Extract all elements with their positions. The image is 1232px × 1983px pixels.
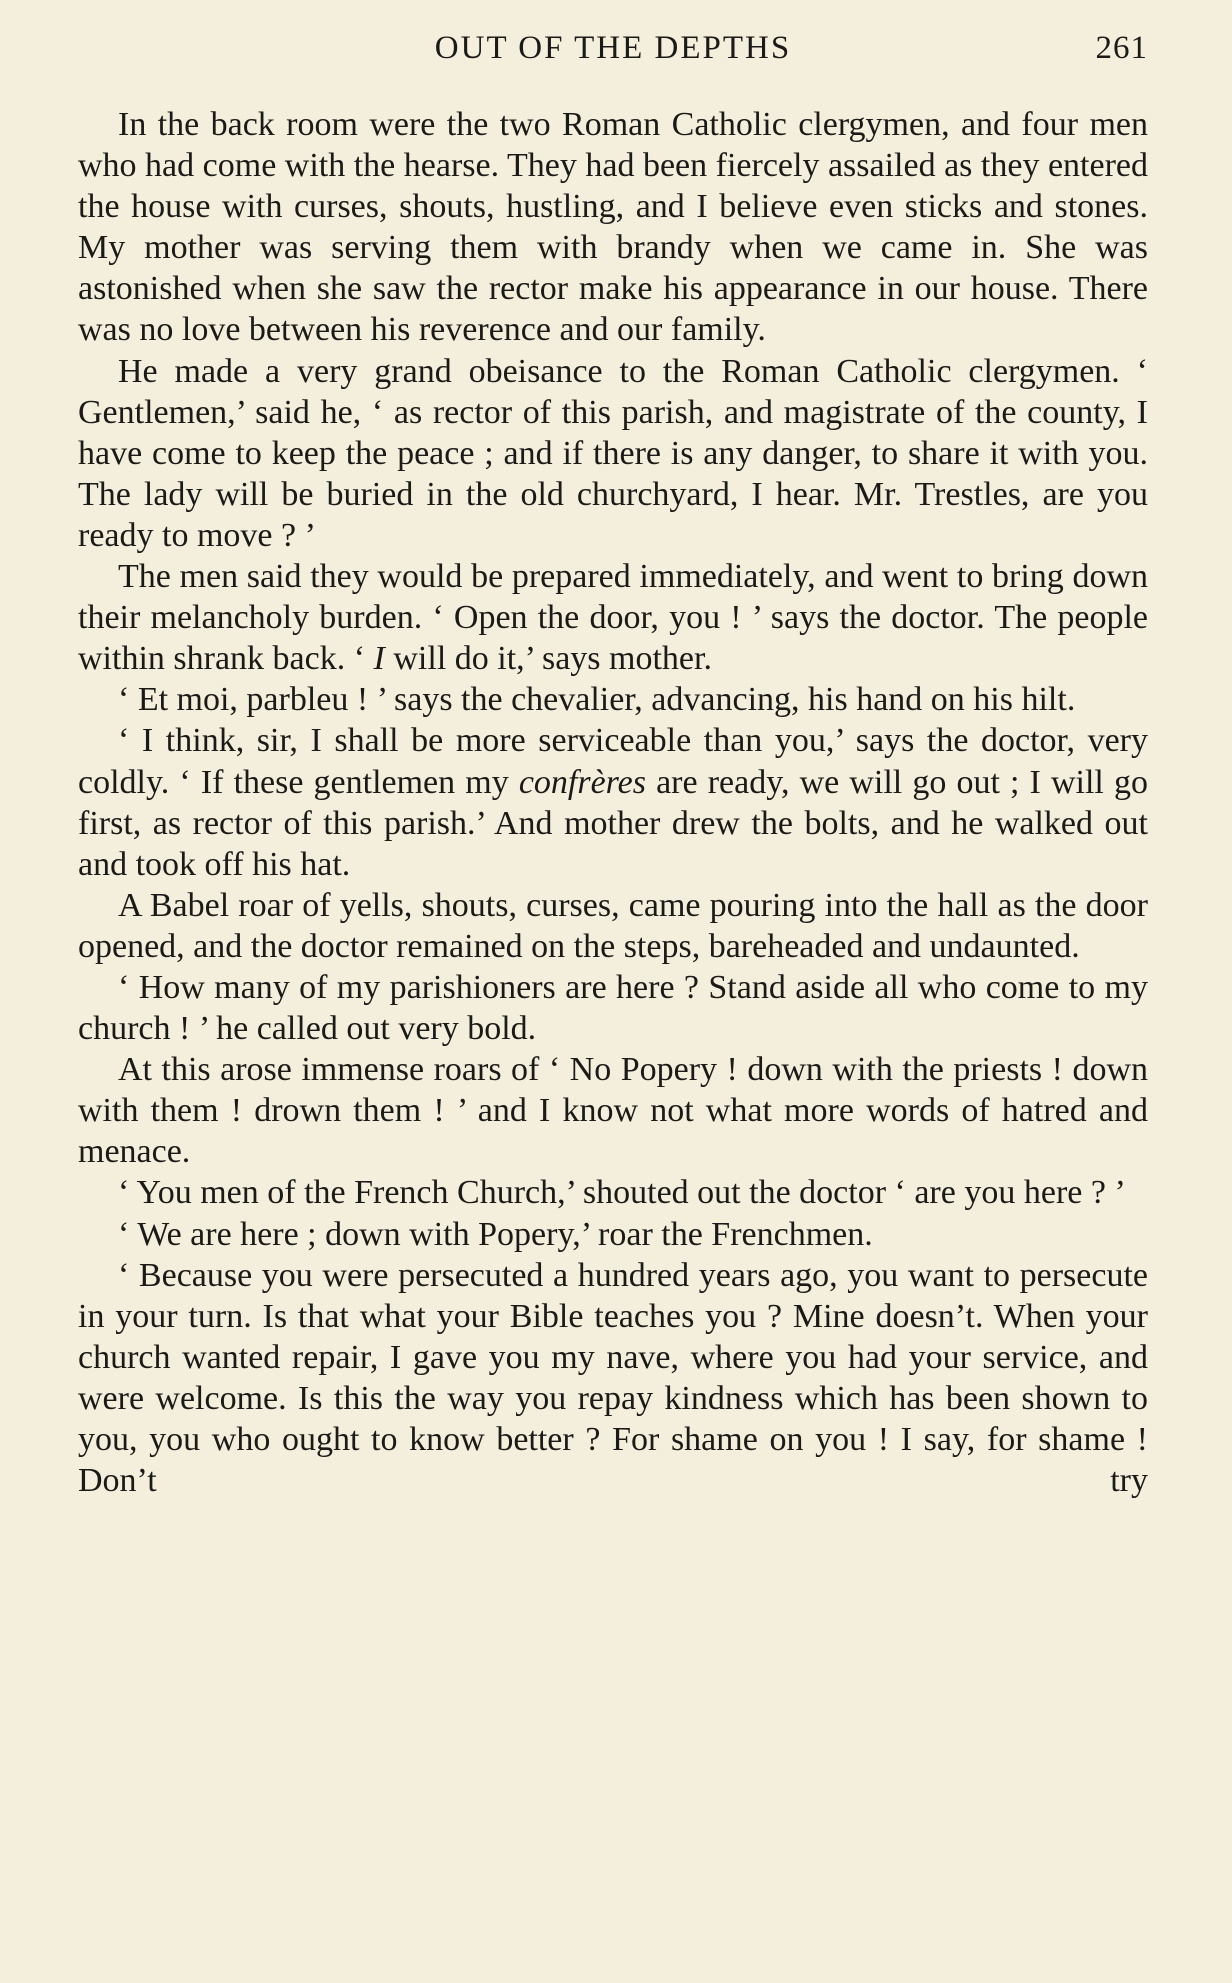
text-run: are ready, we will go out ; I will go first, as rector of this parish.’ And mother drew the bolts, and he walked out and took off his hat. — [78, 763, 1148, 883]
paragraph: At this arose immense roars of ‘ No Popery ! down with the priests ! down with them ! drown them ! ’ and I know not what more words of hatred and menace. — [78, 1051, 1148, 1171]
text-run: ‘ I think, sir, I shall be more serviceable than you,’ says the doctor, very coldly. ‘ If these gentlemen my — [78, 722, 1148, 801]
text-run: The men said they would be prepared immediately, and went to bring down their melancholy burden. ‘ Open the door, you ! ’ says the doctor. The people within shrank back. ‘ — [78, 558, 1148, 678]
italic-word: I — [373, 640, 385, 678]
paragraph: ‘ We are here ; down with Popery,’ roar the Frenchmen. — [118, 1215, 873, 1253]
page-number: 261 — [1095, 30, 1148, 66]
paragraph: ‘ How many of my parishioners are here ? Stand aside all who come to my church ! ’ he called out very bold. — [78, 968, 1148, 1048]
text-run: will do it,’ says mother. — [384, 640, 712, 678]
paragraph: ‘ Et moi, parbleu ! ’ says the chevalier, advancing, his hand on his hilt. — [118, 681, 1076, 719]
paragraph: A Babel roar of yells, shouts, curses, came pouring into the hall as the door opened, and the doctor remained on the steps, bareheaded and undaunted. — [78, 886, 1148, 965]
paragraph: In the back room were the two Roman Catholic clergymen, and four men who had come with the hearse. They had been fiercely assailed as they entered the house with curses, shouts, hustling, and I believe even sticks and stones. My mother was serving them with brandy when we came in. She was astonished when she saw the rector make his appearance in our house. There was no love between his reverence and our family. — [78, 106, 1148, 349]
paragraph — [78, 556, 1148, 679]
running-title: OUT OF THE DEPTHS — [434, 30, 792, 66]
page-header — [78, 30, 1148, 70]
body-text — [78, 104, 1148, 1501]
paragraph: He made a very grand obeisance to the Roman Catholic clergymen. ‘ Gentlemen,’ said he, ‘ as rector of this parish, and magistrate of the county, I have come to keep the peace ; and if there is any danger, to share it with you. The lady will be buried in the old churchyard, I hear. Mr. Trestles, are you ready to move ? ’ — [78, 352, 1148, 554]
paragraph: ‘ Because you were persecuted a hundred years ago, you want to persecute in your turn. Is that what your Bible teaches you ? Mine doesn’t. When your church wanted repair, I gave you my nave, where you had your service, and were welcome. Is this the way you repay kindness which has been shown to you, you who ought to know better ? For shame on you ! I say, for shame ! Don’t try — [78, 1256, 1148, 1500]
paragraph — [78, 720, 1148, 884]
paragraph: ‘ You men of the French Church,’ shouted out the doctor ‘ are you here ? ’ — [118, 1174, 1126, 1212]
italic-word: confrères — [518, 763, 646, 801]
